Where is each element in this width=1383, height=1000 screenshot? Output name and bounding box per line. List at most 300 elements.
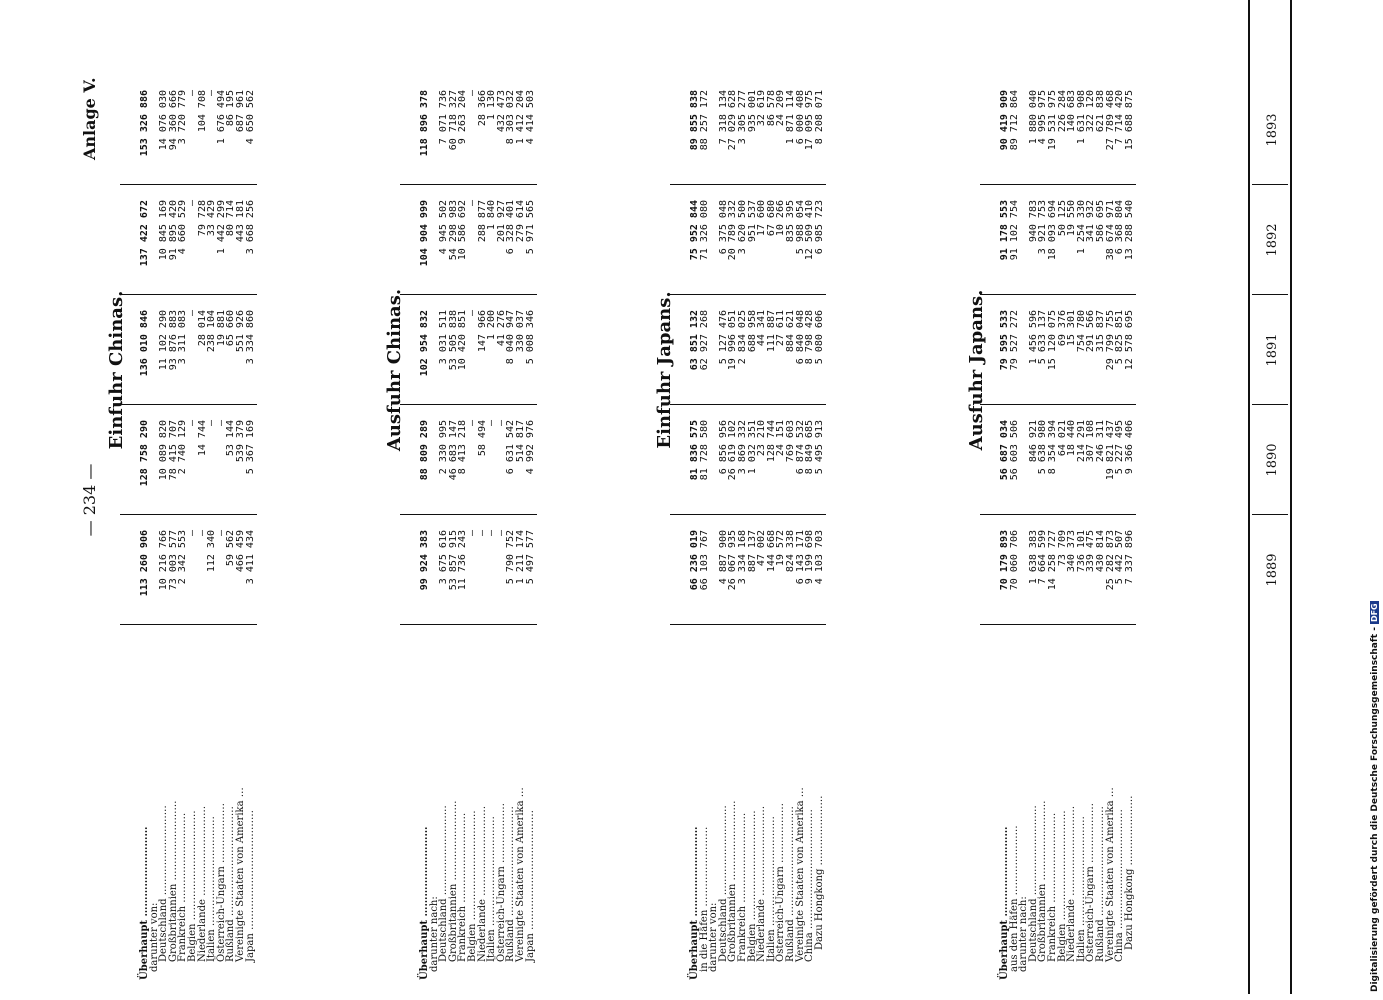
row-label: Vereinigte Staaten von Amerika … <box>1104 787 1116 962</box>
table-cell: 90 419 909 <box>999 90 1010 151</box>
row-label: in die Häfen …………………… <box>698 826 710 972</box>
table-cell: 9 263 204 <box>457 90 469 145</box>
table-cell: 824 338 <box>784 530 796 573</box>
table-cell: 5 227 495 <box>1114 420 1126 475</box>
table-cell: 19 996 051 <box>727 310 739 371</box>
table-cell: 6 856 956 <box>717 420 729 475</box>
value-column-1891 <box>690 310 824 400</box>
table-cell: 91 178 553 <box>999 200 1010 261</box>
table-cell: 70 060 706 <box>1008 530 1020 591</box>
table-cell: 2 342 553 <box>177 530 189 585</box>
table-cell: 53 505 838 <box>447 310 459 371</box>
table-cell: 81 728 580 <box>698 420 710 481</box>
table-cell: 19 550 <box>1066 200 1078 237</box>
table-cell: 3 720 779 <box>177 90 189 145</box>
table-cell: 340 373 <box>1066 530 1078 573</box>
table-cell: 1 676 494 <box>215 90 227 145</box>
table-cell: 4 650 562 <box>244 90 256 145</box>
row-label: Überhaupt ……………………… <box>999 826 1010 980</box>
table-cell: 3 668 256 <box>244 200 256 255</box>
table-cell: — <box>466 420 478 427</box>
table-cell: 12 509 410 <box>804 200 816 261</box>
table-cell: 8 413 218 <box>457 420 469 475</box>
table-cell: 13 288 540 <box>1123 200 1135 261</box>
table-cell: 6 143 171 <box>794 530 806 585</box>
row-label: Vereinigte Staaten von Amerika … <box>234 787 246 962</box>
table-cell: 736 101 <box>1075 530 1087 573</box>
table-cell: 113 260 906 <box>139 530 150 597</box>
table-cell: 18 440 <box>1066 420 1078 457</box>
table-cell: 1 412 204 <box>514 90 526 145</box>
table-cell: 8 208 071 <box>813 90 825 145</box>
table-cell: 15 301 <box>1066 310 1078 347</box>
table-cell: 104 708 <box>196 90 208 133</box>
table-cell: 102 954 832 <box>419 310 430 377</box>
table-cell: 887 137 <box>746 530 758 573</box>
table-cell: 443 181 <box>234 200 246 243</box>
row-label: Rußland …………………………… <box>225 806 237 962</box>
table-cell: — <box>486 420 498 427</box>
row-label: Großbritannien …………………… <box>1037 800 1049 962</box>
table-cell: 86 578 <box>765 90 777 127</box>
table-cell: — <box>206 420 218 427</box>
row-label: Rußland …………………………… <box>784 806 796 962</box>
row-label: Deutschland ……………………… <box>158 805 170 962</box>
value-column-1889 <box>140 530 255 620</box>
row-label: Überhaupt ……………………… <box>689 826 700 980</box>
table-cell: 15 120 075 <box>1046 310 1058 371</box>
table-cell: 89 855 838 <box>689 90 700 151</box>
row-label: China ……………………………… <box>804 809 816 962</box>
column-divider <box>120 624 257 625</box>
table-cell: 17 600 <box>756 200 768 237</box>
value-column-1891 <box>140 310 255 400</box>
table-cell: 27 029 628 <box>727 90 739 151</box>
value-column-1890 <box>1000 420 1134 510</box>
value-column-1890 <box>690 420 824 510</box>
column-divider <box>980 184 1136 185</box>
row-label: darunter nach: <box>1018 896 1030 972</box>
table-cell: 1 871 114 <box>784 90 796 145</box>
row-label: darunter von: <box>708 902 720 972</box>
table-cell: 551 926 <box>234 310 246 353</box>
table-cell: 128 744 <box>765 420 777 463</box>
table-cell: 91 895 420 <box>167 200 179 261</box>
table-cell: 118 896 378 <box>419 90 430 157</box>
table-cell: 539 379 <box>234 420 246 463</box>
column-divider <box>980 624 1136 625</box>
table-cell: 291 566 <box>1085 310 1097 353</box>
table-cell: 3 620 500 <box>736 200 748 255</box>
table-cell: 10 089 820 <box>158 420 170 481</box>
table-cell: 5 497 577 <box>524 530 536 585</box>
table-cell: 1 638 383 <box>1027 530 1039 585</box>
table-cell: 14 076 030 <box>158 90 170 151</box>
value-column-1893 <box>1000 90 1134 180</box>
row-label: Rußland …………………………… <box>505 806 517 962</box>
year-header-1890: 1890 <box>1265 443 1280 477</box>
row-label: Belgien …………………………… <box>1056 810 1068 962</box>
table-cell: 29 799 755 <box>1104 310 1116 371</box>
table-cell: 147 966 <box>476 310 488 353</box>
year-header-1892: 1892 <box>1265 223 1280 257</box>
row-label: Japan ……………………………… <box>244 810 256 962</box>
row-label: Frankreich ……………………… <box>1046 812 1058 962</box>
table-cell: — <box>186 200 198 207</box>
year-header-divider <box>1252 294 1288 295</box>
table-cell: 514 817 <box>514 420 526 463</box>
table-cell: 89 712 864 <box>1008 90 1020 151</box>
table-cell: 6 985 723 <box>813 200 825 255</box>
table-cell: 64 021 <box>1056 420 1068 457</box>
table-cell: 54 298 983 <box>447 200 459 261</box>
table-cell: 65 660 <box>225 310 237 347</box>
row-label: Dazu Hongkong ………………… <box>1123 795 1135 950</box>
table-cell: 288 877 <box>476 200 488 243</box>
table-cell: — <box>186 420 198 427</box>
table-cell: 56 687 034 <box>999 420 1010 481</box>
table-cell: 91 102 754 <box>1008 200 1020 261</box>
column-divider <box>120 514 257 515</box>
row-label: Italien …………………………… <box>1075 816 1087 962</box>
table-cell: 27 789 468 <box>1104 90 1116 151</box>
table-cell: 75 952 844 <box>689 200 700 261</box>
table-cell: 339 475 <box>1085 530 1097 573</box>
row-label: Italien …………………………… <box>206 816 218 962</box>
table-cell: 754 780 <box>1075 310 1087 353</box>
row-label: Deutschland ……………………… <box>438 805 450 962</box>
table-cell: 10 420 851 <box>457 310 469 371</box>
table-cell: — <box>495 530 507 537</box>
table-cell: — <box>206 90 218 97</box>
table-cell: 935 001 <box>746 90 758 133</box>
table-cell: 8 798 428 <box>804 310 816 365</box>
row-label: Niederlande ……………………… <box>476 805 488 962</box>
table-cell: 2 834 025 <box>736 310 748 365</box>
table-cell: 4 887 900 <box>717 530 729 585</box>
table-cell: 2 330 995 <box>438 420 450 475</box>
table-cell: 25 282 873 <box>1104 530 1116 591</box>
section-title: Einfuhr Chinas. <box>106 290 127 450</box>
table-cell: 9 199 698 <box>804 530 816 585</box>
row-label: Niederlande ……………………… <box>196 805 208 962</box>
table-cell: 33 429 <box>206 200 218 237</box>
table-cell: 4 995 975 <box>1037 90 1049 145</box>
table-cell: 66 236 019 <box>689 530 700 591</box>
value-column-1892 <box>420 200 535 290</box>
row-labels <box>1000 630 1134 980</box>
table-cell: 41 276 <box>495 310 507 347</box>
value-column-1892 <box>690 200 824 290</box>
table-cell: — <box>466 530 478 537</box>
table-cell: — <box>186 530 198 537</box>
table-cell: 32 619 <box>756 90 768 127</box>
table-cell: 3 921 753 <box>1037 200 1049 255</box>
column-divider <box>120 404 257 405</box>
table-cell: 7 337 896 <box>1123 530 1135 585</box>
table-cell: 5 080 606 <box>813 310 825 365</box>
table-cell: 14 258 727 <box>1046 530 1058 591</box>
table-cell: 5 127 476 <box>717 310 729 365</box>
column-divider <box>670 514 826 515</box>
value-column-1890 <box>420 420 535 510</box>
table-cell: 3 305 277 <box>736 90 748 145</box>
column-divider <box>670 184 826 185</box>
table-cell: 81 836 575 <box>689 420 700 481</box>
table-cell: 4 945 502 <box>438 200 450 255</box>
row-label: Österreich-Ungarn ……………… <box>775 803 787 962</box>
page-number: — 234 — <box>80 463 99 537</box>
column-divider <box>400 404 537 405</box>
row-label: Österreich-Ungarn ……………… <box>215 803 227 962</box>
table-cell: 79 527 272 <box>1008 310 1020 371</box>
table-cell: 3 031 511 <box>438 310 450 365</box>
table-cell: 62 927 268 <box>698 310 710 371</box>
table-cell: 44 341 <box>756 310 768 347</box>
table-cell: 10 266 <box>775 200 787 237</box>
table-cell: — <box>186 310 198 317</box>
table-cell: 53 144 <box>225 420 237 457</box>
row-label: Italien …………………………… <box>486 816 498 962</box>
table-cell: — <box>186 90 198 97</box>
table-cell: 18 093 694 <box>1046 200 1058 261</box>
table-cell: 884 621 <box>784 310 796 353</box>
table-cell: 307 108 <box>1085 420 1097 463</box>
table-cell: 238 104 <box>206 310 218 353</box>
row-label: Großbritannien …………………… <box>727 800 739 962</box>
table-cell: 5 008 346 <box>524 310 536 365</box>
table-cell: 7 664 599 <box>1037 530 1049 585</box>
table-cell: 1 032 351 <box>746 420 758 475</box>
row-label: darunter von: <box>148 902 160 972</box>
table-cell: 73 709 <box>1056 530 1068 567</box>
table-cell: 15 688 875 <box>1123 90 1135 151</box>
row-label: Deutschland ……………………… <box>717 805 729 962</box>
row-label: Belgien …………………………… <box>466 810 478 962</box>
row-labels <box>140 630 255 980</box>
table-cell: 430 814 <box>1094 530 1106 573</box>
table-cell: 73 003 577 <box>167 530 179 591</box>
table-cell: 46 683 147 <box>447 420 459 481</box>
table-cell: 88 257 172 <box>698 90 710 151</box>
row-label: Frankreich ……………………… <box>177 812 189 962</box>
column-divider <box>980 514 1136 515</box>
table-cell: 3 334 860 <box>244 310 256 365</box>
table-cell: 99 924 383 <box>419 530 430 591</box>
table-cell: 66 103 767 <box>698 530 710 591</box>
row-label: China ……………………………… <box>1114 809 1126 962</box>
row-label: Vereinigte Staaten von Amerika … <box>794 787 806 962</box>
table-cell: 67 680 <box>765 200 777 237</box>
value-column-1889 <box>690 530 824 620</box>
table-cell: 59 562 <box>225 530 237 567</box>
table-cell: 6 000 408 <box>794 90 806 145</box>
table-cell: 78 415 707 <box>167 420 179 481</box>
table-cell: 140 683 <box>1066 90 1078 133</box>
table-cell: 2 740 129 <box>177 420 189 475</box>
table-cell: 1 456 596 <box>1027 310 1039 365</box>
row-label: Großbritannien …………………… <box>167 800 179 962</box>
table-cell: 621 838 <box>1094 90 1106 133</box>
row-label: darunter nach: <box>428 896 440 972</box>
table-cell: 111 887 <box>765 310 777 353</box>
table-cell: — <box>196 530 208 537</box>
column-divider <box>980 404 1136 405</box>
table-cell: 1 130 <box>486 90 498 121</box>
table-cell: 58 494 <box>476 420 488 457</box>
header-bottom-rule <box>1290 0 1292 994</box>
table-cell: 6 328 401 <box>505 200 517 255</box>
table-cell: 70 179 893 <box>999 530 1010 591</box>
column-divider <box>980 294 1136 295</box>
year-header-1893: 1893 <box>1265 113 1280 147</box>
year-header-divider <box>1252 184 1288 185</box>
table-cell: 11 736 243 <box>457 530 469 591</box>
column-divider <box>120 184 257 185</box>
table-cell: 687 961 <box>234 90 246 133</box>
table-cell: 1 880 040 <box>1027 90 1039 145</box>
table-cell: 4 103 703 <box>813 530 825 585</box>
row-label: Italien …………………………… <box>765 816 777 962</box>
table-cell: 341 932 <box>1085 200 1097 243</box>
table-cell: 9 366 406 <box>1123 420 1135 475</box>
digitization-text: Digitalisierung gefördert durch die Deutsche Forschungsgemeinschaft - <box>1370 627 1380 992</box>
table-cell: 38 674 971 <box>1104 200 1116 261</box>
column-divider <box>670 404 826 405</box>
table-cell: 79 595 533 <box>999 310 1010 371</box>
row-label: Österreich-Ungarn ……………… <box>495 803 507 962</box>
table-cell: 20 789 332 <box>727 200 739 261</box>
table-cell: 53 857 915 <box>447 530 459 591</box>
table-cell: 71 326 080 <box>698 200 710 261</box>
column-divider <box>400 184 537 185</box>
column-divider <box>400 624 537 625</box>
row-label: Belgien …………………………… <box>746 810 758 962</box>
column-divider <box>670 294 826 295</box>
table-cell: 201 927 <box>495 200 507 243</box>
table-cell: 10 845 169 <box>158 200 170 261</box>
digitization-note <box>1370 12 1380 992</box>
table-cell: 6 375 048 <box>717 200 729 255</box>
table-cell: 5 971 565 <box>524 200 536 255</box>
table-cell: 769 603 <box>784 420 796 463</box>
value-column-1891 <box>1000 310 1134 400</box>
table-cell: 24 209 <box>775 90 787 127</box>
table-cell: 11 102 290 <box>158 310 170 371</box>
row-label: Rußland …………………………… <box>1094 806 1106 962</box>
column-divider <box>400 294 537 295</box>
section-title: Ausfuhr Chinas. <box>384 288 405 452</box>
table-cell: 136 010 846 <box>139 310 150 377</box>
table-cell: — <box>466 310 478 317</box>
table-cell: 1 254 330 <box>1075 200 1087 255</box>
year-header-divider <box>1252 404 1288 405</box>
value-column-1892 <box>140 200 255 290</box>
table-cell: 17 095 975 <box>804 90 816 151</box>
table-cell: 88 809 289 <box>419 420 430 481</box>
table-cell: 26 067 935 <box>727 530 739 591</box>
table-cell: 1 631 908 <box>1075 90 1087 145</box>
table-cell: 153 326 886 <box>139 90 150 157</box>
table-cell: 1 200 <box>486 310 498 341</box>
table-cell: 144 668 <box>765 530 777 573</box>
value-column-1890 <box>140 420 255 510</box>
value-column-1889 <box>420 530 535 620</box>
table-cell: 28 014 <box>196 310 208 347</box>
table-cell: 19 821 437 <box>1104 420 1116 481</box>
row-label: Vereinigte Staaten von Amerika … <box>514 787 526 962</box>
table-cell: 27 611 <box>775 310 787 347</box>
table-cell: 315 837 <box>1094 310 1106 353</box>
table-cell: 14 744 <box>196 420 208 457</box>
table-cell: 19 572 <box>775 530 787 567</box>
table-cell: 5 790 752 <box>505 530 517 585</box>
dfg-logo: DFG <box>1370 603 1379 623</box>
column-divider <box>670 624 826 625</box>
table-cell: 8 303 032 <box>505 90 517 145</box>
table-cell: 432 473 <box>495 90 507 133</box>
anlage-heading: Anlage V. <box>80 77 99 160</box>
row-label: Japan ……………………………… <box>524 810 536 962</box>
table-cell: 10 216 766 <box>158 530 170 591</box>
value-column-1893 <box>140 90 255 180</box>
table-cell: 10 586 692 <box>457 200 469 261</box>
row-label: Deutschland ……………………… <box>1027 805 1039 962</box>
row-label: Niederlande ……………………… <box>756 805 768 962</box>
table-cell: 1 442 299 <box>215 200 227 255</box>
table-cell: — <box>215 420 227 427</box>
table-cell: 6 368 804 <box>1114 200 1126 255</box>
year-header-1891: 1891 <box>1265 333 1280 367</box>
table-cell: 8 354 394 <box>1046 420 1058 475</box>
table-cell: 846 921 <box>1027 420 1039 463</box>
table-cell: 226 284 <box>1056 90 1068 133</box>
table-cell: 214 291 <box>1075 420 1087 463</box>
row-label: Frankreich ……………………… <box>457 812 469 962</box>
table-cell: 28 366 <box>476 90 488 127</box>
section-title: Einfuhr Japans. <box>654 291 675 449</box>
row-label: Überhaupt ……………………… <box>419 826 430 980</box>
table-cell: 7 318 134 <box>717 90 729 145</box>
table-cell: 6 874 532 <box>794 420 806 475</box>
table-cell: 8 040 947 <box>505 310 517 365</box>
table-cell: — <box>486 530 498 537</box>
table-cell: — <box>466 90 478 97</box>
table-cell: — <box>495 420 507 427</box>
section-title: Ausfuhr Japans. <box>966 289 987 451</box>
table-cell: 5 495 913 <box>813 420 825 475</box>
table-cell: 19 881 <box>215 310 227 347</box>
row-label: Österreich-Ungarn ……………… <box>1085 803 1097 962</box>
table-cell: 951 537 <box>746 200 758 243</box>
table-top-rule <box>1248 0 1250 994</box>
table-cell: 128 758 290 <box>139 420 150 487</box>
row-label: aus den Häfen ………………… <box>1008 825 1020 972</box>
table-cell: 112 340 <box>206 530 218 573</box>
table-cell: 94 360 666 <box>167 90 179 151</box>
table-cell: 69 376 <box>1056 310 1068 347</box>
table-cell: 93 876 883 <box>167 310 179 371</box>
row-label: Frankreich ……………………… <box>736 812 748 962</box>
column-divider <box>120 294 257 295</box>
table-cell: — <box>215 530 227 537</box>
table-cell: 4 414 503 <box>524 90 536 145</box>
table-cell: 246 311 <box>1094 420 1106 463</box>
table-cell: 1 211 174 <box>514 530 526 585</box>
column-divider <box>400 514 537 515</box>
table-cell: 940 783 <box>1027 200 1039 243</box>
row-label: Überhaupt ……………………… <box>139 826 150 980</box>
